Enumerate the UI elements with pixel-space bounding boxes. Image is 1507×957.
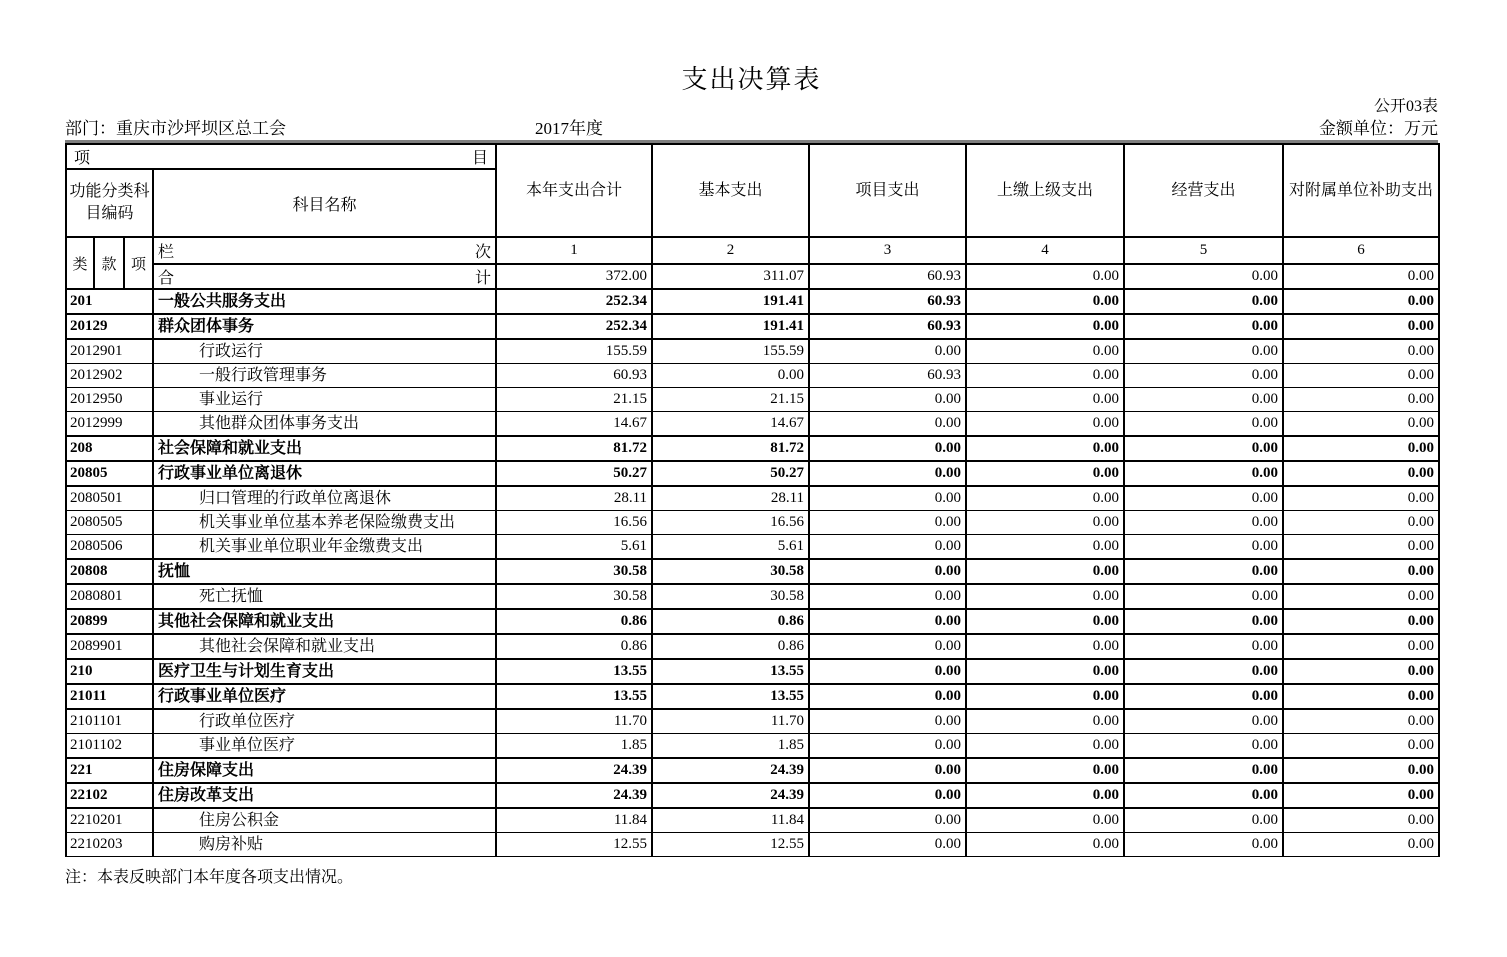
row-value-cell: 0.00 <box>1124 289 1283 314</box>
row-name-cell: 一般行政管理事务 <box>153 364 496 388</box>
row-value-cell: 60.93 <box>809 314 966 339</box>
table-row <box>66 684 1439 709</box>
row-value-cell: 0.00 <box>809 412 966 437</box>
row-value-cell: 155.59 <box>496 339 652 364</box>
row-value-cell: 0.00 <box>966 584 1124 609</box>
row-code-cell: 2080505 <box>66 511 153 535</box>
row-value-cell: 0.00 <box>1124 609 1283 634</box>
row-value-cell: 191.41 <box>652 314 809 339</box>
row-code-cell: 2080506 <box>66 535 153 560</box>
row-name-cell: 其他社会保障和就业支出 <box>153 609 496 634</box>
row-value-cell: 0.00 <box>1124 412 1283 437</box>
row-value-cell: 0.00 <box>966 314 1124 339</box>
row-value-cell: 0.00 <box>809 833 966 857</box>
row-value-cell: 0.00 <box>1124 511 1283 535</box>
table-row <box>66 758 1439 783</box>
row-value-cell: 155.59 <box>652 339 809 364</box>
grand-total-left: 合 <box>158 270 175 287</box>
table-row <box>66 314 1439 339</box>
row-value-cell: 0.00 <box>809 634 966 659</box>
row-name-cell: 住房公积金 <box>153 808 496 833</box>
table-row <box>66 783 1439 808</box>
row-value-cell: 0.00 <box>1283 758 1439 783</box>
row-value-cell: 0.00 <box>809 659 966 684</box>
row-value-cell: 11.70 <box>496 709 652 734</box>
row-value-cell: 0.00 <box>966 388 1124 412</box>
row-name-cell: 社会保障和就业支出 <box>153 436 496 461</box>
row-value-cell: 0.00 <box>1283 511 1439 535</box>
row-name-cell: 住房保障支出 <box>153 758 496 783</box>
row-value-cell: 0.00 <box>966 364 1124 388</box>
row-code-cell: 2012950 <box>66 388 153 412</box>
row-value-cell: 0.00 <box>966 709 1124 734</box>
row-name-cell: 其他群众团体事务支出 <box>153 412 496 437</box>
row-value-cell: 0.00 <box>652 364 809 388</box>
row-value-cell: 30.58 <box>652 584 809 609</box>
item-right-label: 目 <box>472 150 489 167</box>
row-value-cell: 30.58 <box>496 584 652 609</box>
row-name-cell: 归口管理的行政单位离退休 <box>153 486 496 511</box>
row-value-cell: 13.55 <box>496 684 652 709</box>
table-row <box>66 388 1439 412</box>
row-value-cell: 0.00 <box>1283 436 1439 461</box>
row-value-cell: 0.00 <box>1283 709 1439 734</box>
row-value-cell: 50.27 <box>496 461 652 486</box>
row-value-cell: 28.11 <box>496 486 652 511</box>
table-row <box>66 833 1439 857</box>
row-value-cell: 13.55 <box>652 659 809 684</box>
row-value-cell: 0.00 <box>809 339 966 364</box>
row-value-cell: 0.00 <box>966 758 1124 783</box>
row-name-cell: 医疗卫生与计划生育支出 <box>153 659 496 684</box>
row-code-cell: 2012901 <box>66 339 153 364</box>
row-name-cell: 群众团体事务 <box>153 314 496 339</box>
row-value-cell: 81.72 <box>652 436 809 461</box>
row-value-cell: 21.15 <box>652 388 809 412</box>
row-value-cell: 0.00 <box>809 684 966 709</box>
table-row <box>66 511 1439 535</box>
row-value-cell: 0.00 <box>1124 486 1283 511</box>
row-name-cell: 抚恤 <box>153 559 496 584</box>
note-text: 注：本表反映部门本年度各项支出情况。 <box>65 869 354 886</box>
table-row <box>66 734 1439 759</box>
row-value-cell: 0.86 <box>652 634 809 659</box>
row-code-cell: 20805 <box>66 461 153 486</box>
expenditure-table <box>65 143 1440 857</box>
row-value-cell: 0.00 <box>1124 684 1283 709</box>
row-code-cell: 221 <box>66 758 153 783</box>
column-header-basic: 基本支出 <box>652 144 809 237</box>
row-name-cell: 购房补贴 <box>153 833 496 857</box>
row-code-cell: 20129 <box>66 314 153 339</box>
row-code-cell: 208 <box>66 436 153 461</box>
grand-total-row <box>66 264 1439 289</box>
row-value-cell: 11.84 <box>652 808 809 833</box>
row-value-cell: 0.00 <box>966 535 1124 560</box>
subcol-class-label: 类 <box>66 237 94 289</box>
table-row <box>66 412 1439 437</box>
table-code-label: 公开03表 <box>1373 98 1438 115</box>
row-value-cell: 0.00 <box>1283 486 1439 511</box>
row-value-cell: 0.00 <box>1283 388 1439 412</box>
row-value-cell: 13.55 <box>652 684 809 709</box>
row-code-cell: 2210201 <box>66 808 153 833</box>
row-value-cell: 0.00 <box>1283 833 1439 857</box>
subcol-item-label: 项 <box>124 237 153 289</box>
row-value-cell: 0.00 <box>966 486 1124 511</box>
row-value-cell: 0.00 <box>966 289 1124 314</box>
grand-total-label-cell <box>153 264 496 289</box>
row-code-cell: 2012999 <box>66 412 153 437</box>
row-code-cell: 22102 <box>66 783 153 808</box>
row-value-cell: 13.55 <box>496 659 652 684</box>
row-value-cell: 0.00 <box>966 339 1124 364</box>
table-row <box>66 364 1439 388</box>
row-code-cell: 2210203 <box>66 833 153 857</box>
row-value-cell: 12.55 <box>652 833 809 857</box>
grand-total-value: 60.93 <box>809 264 966 289</box>
table-row <box>66 609 1439 634</box>
row-value-cell: 0.00 <box>1283 461 1439 486</box>
row-value-cell: 16.56 <box>652 511 809 535</box>
row-value-cell: 0.00 <box>809 758 966 783</box>
row-code-cell: 20808 <box>66 559 153 584</box>
row-value-cell: 60.93 <box>809 289 966 314</box>
table-body <box>66 289 1439 857</box>
row-value-cell: 0.00 <box>1124 808 1283 833</box>
row-value-cell: 0.00 <box>966 461 1124 486</box>
column-header-upturn: 上缴上级支出 <box>966 144 1124 237</box>
row-code-cell: 2080501 <box>66 486 153 511</box>
row-value-cell: 24.39 <box>652 783 809 808</box>
row-name-cell: 机关事业单位基本养老保险缴费支出 <box>153 511 496 535</box>
row-value-cell: 21.15 <box>496 388 652 412</box>
item-header-cell <box>66 144 496 169</box>
table-row <box>66 339 1439 364</box>
row-value-cell: 0.00 <box>966 634 1124 659</box>
row-value-cell: 0.00 <box>966 559 1124 584</box>
row-value-cell: 0.00 <box>809 609 966 634</box>
row-value-cell: 0.00 <box>809 436 966 461</box>
table-row <box>66 808 1439 833</box>
column-number-2: 2 <box>652 237 809 264</box>
meta-row <box>65 116 1438 143</box>
row-value-cell: 0.00 <box>1124 758 1283 783</box>
row-value-cell: 0.00 <box>809 511 966 535</box>
table-row <box>66 486 1439 511</box>
grand-total-value: 372.00 <box>496 264 652 289</box>
subcol-section-label: 款 <box>94 237 124 289</box>
column-index-label-cell <box>153 237 496 264</box>
column-index-right: 次 <box>475 244 492 261</box>
row-value-cell: 0.00 <box>1124 559 1283 584</box>
row-value-cell: 81.72 <box>496 436 652 461</box>
row-value-cell: 0.00 <box>809 461 966 486</box>
grand-total-value: 311.07 <box>652 264 809 289</box>
row-value-cell: 0.00 <box>1124 783 1283 808</box>
row-code-cell: 2101102 <box>66 734 153 759</box>
table-row <box>66 634 1439 659</box>
column-number-4: 4 <box>966 237 1124 264</box>
row-value-cell: 11.84 <box>496 808 652 833</box>
row-value-cell: 0.00 <box>966 684 1124 709</box>
table-row <box>66 535 1439 560</box>
row-value-cell: 0.86 <box>652 609 809 634</box>
department-label: 部门：重庆市沙坪坝区总工会 <box>65 119 286 138</box>
row-code-cell: 2080801 <box>66 584 153 609</box>
row-value-cell: 0.00 <box>966 808 1124 833</box>
row-value-cell: 0.00 <box>809 559 966 584</box>
column-number-6: 6 <box>1283 237 1439 264</box>
row-value-cell: 0.00 <box>1283 364 1439 388</box>
row-value-cell: 0.00 <box>1283 684 1439 709</box>
row-value-cell: 0.00 <box>966 783 1124 808</box>
row-name-cell: 行政单位医疗 <box>153 709 496 734</box>
row-value-cell: 0.00 <box>1283 609 1439 634</box>
row-value-cell: 0.00 <box>966 833 1124 857</box>
table-row <box>66 559 1439 584</box>
row-value-cell: 24.39 <box>496 783 652 808</box>
row-value-cell: 1.85 <box>652 734 809 759</box>
column-number-1: 1 <box>496 237 652 264</box>
row-code-cell: 21011 <box>66 684 153 709</box>
row-value-cell: 0.00 <box>809 734 966 759</box>
row-value-cell: 0.00 <box>1283 584 1439 609</box>
column-number-5: 5 <box>1124 237 1283 264</box>
row-value-cell: 0.00 <box>1124 364 1283 388</box>
row-value-cell: 0.00 <box>1283 535 1439 560</box>
table-row <box>66 436 1439 461</box>
row-value-cell: 0.00 <box>809 535 966 560</box>
grand-total-value: 0.00 <box>1124 264 1283 289</box>
row-value-cell: 0.00 <box>809 783 966 808</box>
row-value-cell: 60.93 <box>496 364 652 388</box>
table-row <box>66 289 1439 314</box>
row-value-cell: 24.39 <box>652 758 809 783</box>
column-number-3: 3 <box>809 237 966 264</box>
page-title: 支出决算表 <box>681 65 822 94</box>
row-value-cell: 0.00 <box>1283 314 1439 339</box>
row-value-cell: 0.86 <box>496 634 652 659</box>
row-value-cell: 0.00 <box>966 511 1124 535</box>
row-value-cell: 11.70 <box>652 709 809 734</box>
grand-total-right: 计 <box>475 270 492 287</box>
row-value-cell: 0.00 <box>809 584 966 609</box>
row-value-cell: 0.00 <box>966 609 1124 634</box>
row-value-cell: 0.00 <box>1124 709 1283 734</box>
row-name-cell: 行政运行 <box>153 339 496 364</box>
item-left-label: 项 <box>74 150 91 167</box>
row-value-cell: 0.00 <box>809 486 966 511</box>
row-value-cell: 0.00 <box>809 709 966 734</box>
row-value-cell: 14.67 <box>496 412 652 437</box>
row-name-cell: 机关事业单位职业年金缴费支出 <box>153 535 496 560</box>
column-index-left: 栏 <box>158 244 175 261</box>
row-name-cell: 一般公共服务支出 <box>153 289 496 314</box>
row-value-cell: 252.34 <box>496 289 652 314</box>
row-value-cell: 0.00 <box>1124 339 1283 364</box>
column-header-operating: 经营支出 <box>1124 144 1283 237</box>
code-column-label: 功能分类科目编码 <box>66 169 153 237</box>
table-row <box>66 461 1439 486</box>
row-value-cell: 5.61 <box>496 535 652 560</box>
row-value-cell: 0.00 <box>1124 833 1283 857</box>
row-value-cell: 0.00 <box>966 436 1124 461</box>
row-value-cell: 0.00 <box>1124 659 1283 684</box>
row-value-cell: 0.00 <box>1283 559 1439 584</box>
row-value-cell: 0.00 <box>1124 584 1283 609</box>
row-value-cell: 0.00 <box>1124 734 1283 759</box>
table-row <box>66 709 1439 734</box>
column-header-project: 项目支出 <box>809 144 966 237</box>
row-value-cell: 0.00 <box>966 734 1124 759</box>
row-value-cell: 24.39 <box>496 758 652 783</box>
row-value-cell: 12.55 <box>496 833 652 857</box>
row-value-cell: 0.00 <box>1283 289 1439 314</box>
row-name-cell: 行政事业单位医疗 <box>153 684 496 709</box>
row-value-cell: 0.00 <box>966 412 1124 437</box>
row-value-cell: 0.00 <box>1124 461 1283 486</box>
row-value-cell: 0.00 <box>966 659 1124 684</box>
row-value-cell: 0.00 <box>1124 634 1283 659</box>
column-header-total: 本年支出合计 <box>496 144 652 237</box>
table-row <box>66 659 1439 684</box>
row-name-cell: 行政事业单位离退休 <box>153 461 496 486</box>
row-code-cell: 210 <box>66 659 153 684</box>
row-value-cell: 30.58 <box>652 559 809 584</box>
row-value-cell: 16.56 <box>496 511 652 535</box>
grand-total-value: 0.00 <box>1283 264 1439 289</box>
row-value-cell: 0.00 <box>1283 808 1439 833</box>
row-value-cell: 0.00 <box>1283 339 1439 364</box>
row-name-cell: 死亡抚恤 <box>153 584 496 609</box>
unit-label: 金额单位：万元 <box>1319 119 1438 138</box>
row-value-cell: 1.85 <box>496 734 652 759</box>
table-row <box>66 584 1439 609</box>
row-value-cell: 50.27 <box>652 461 809 486</box>
row-value-cell: 0.00 <box>1283 412 1439 437</box>
row-value-cell: 0.00 <box>1124 388 1283 412</box>
row-value-cell: 0.00 <box>1283 734 1439 759</box>
row-value-cell: 0.00 <box>1124 535 1283 560</box>
row-value-cell: 0.00 <box>1283 783 1439 808</box>
year-label: 2017年度 <box>535 119 603 138</box>
row-value-cell: 0.00 <box>1283 659 1439 684</box>
row-code-cell: 2089901 <box>66 634 153 659</box>
row-value-cell: 0.86 <box>496 609 652 634</box>
row-value-cell: 0.00 <box>1124 314 1283 339</box>
row-value-cell: 0.00 <box>1283 634 1439 659</box>
row-value-cell: 0.00 <box>809 808 966 833</box>
row-value-cell: 252.34 <box>496 314 652 339</box>
row-name-cell: 事业运行 <box>153 388 496 412</box>
row-value-cell: 30.58 <box>496 559 652 584</box>
row-name-cell: 其他社会保障和就业支出 <box>153 634 496 659</box>
row-code-cell: 2101101 <box>66 709 153 734</box>
header-row-item <box>66 144 1439 169</box>
row-code-cell: 20899 <box>66 609 153 634</box>
row-code-cell: 2012902 <box>66 364 153 388</box>
row-value-cell: 5.61 <box>652 535 809 560</box>
row-value-cell: 28.11 <box>652 486 809 511</box>
name-column-label: 科目名称 <box>153 169 496 237</box>
row-value-cell: 0.00 <box>809 388 966 412</box>
row-value-cell: 191.41 <box>652 289 809 314</box>
row-value-cell: 60.93 <box>809 364 966 388</box>
row-name-cell: 事业单位医疗 <box>153 734 496 759</box>
row-code-cell: 201 <box>66 289 153 314</box>
header-row-colindex <box>66 237 1439 264</box>
row-value-cell: 14.67 <box>652 412 809 437</box>
row-value-cell: 0.00 <box>1124 436 1283 461</box>
grand-total-value: 0.00 <box>966 264 1124 289</box>
column-header-subsidy: 对附属单位补助支出 <box>1283 144 1439 237</box>
row-name-cell: 住房改革支出 <box>153 783 496 808</box>
